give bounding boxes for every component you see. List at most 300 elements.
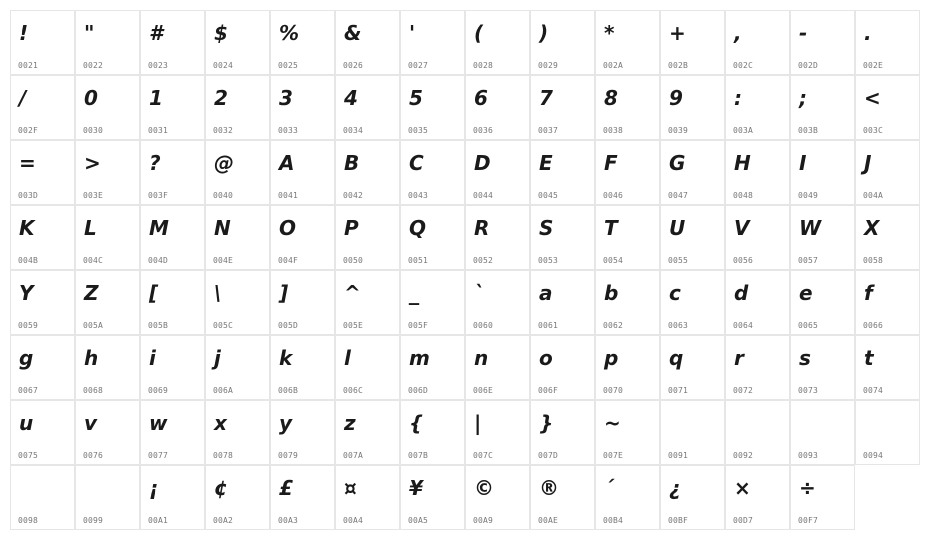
glyph-code: 00A5: [408, 516, 429, 525]
glyph-code: 0075: [18, 451, 39, 460]
glyph-char: V: [734, 216, 750, 240]
glyph-char: [: [149, 281, 159, 305]
glyph-cell: [790, 335, 855, 400]
glyph-code: 006E: [473, 386, 494, 395]
glyph-char: G: [669, 151, 686, 175]
glyph-cell: [140, 270, 205, 335]
glyph-cell: [790, 140, 855, 205]
glyph-code: 00A2: [213, 516, 234, 525]
glyph-char: Z: [84, 281, 99, 305]
glyph-code: 0054: [603, 256, 624, 265]
glyph-cell: [270, 335, 335, 400]
glyph-cell: [725, 270, 790, 335]
glyph-code: 0055: [668, 256, 689, 265]
glyph-code: 0028: [473, 61, 494, 70]
glyph-char: D: [474, 151, 491, 175]
glyph-cell: [855, 335, 920, 400]
glyph-cell: [10, 75, 75, 140]
glyph-cell: [270, 75, 335, 140]
glyph-cell: [400, 205, 465, 270]
glyph-char: Q: [409, 216, 427, 240]
glyph-char: k: [279, 346, 293, 370]
glyph-char: (: [474, 21, 484, 45]
glyph-code: 0073: [798, 386, 819, 395]
glyph-char: c: [669, 281, 681, 305]
glyph-char: M: [149, 216, 169, 240]
glyph-char: w: [149, 411, 168, 435]
glyph-code: 00AE: [538, 516, 559, 525]
glyph-code: 0052: [473, 256, 494, 265]
glyph-cell: [75, 400, 140, 465]
glyph-code: 0034: [343, 126, 364, 135]
glyph-cell: [855, 205, 920, 270]
glyph-char: -: [799, 21, 808, 45]
glyph-cell: [205, 140, 270, 205]
glyph-code: 0048: [733, 191, 754, 200]
glyph-code: 00A9: [473, 516, 494, 525]
glyph-cell: [790, 10, 855, 75]
glyph-char: O: [279, 216, 297, 240]
glyph-char: ': [409, 21, 416, 45]
glyph-char: =: [19, 151, 36, 175]
glyph-char: ©: [474, 476, 494, 500]
glyph-code: 0072: [733, 386, 754, 395]
glyph-cell: [335, 140, 400, 205]
glyph-cell: [465, 140, 530, 205]
glyph-char: H: [734, 151, 751, 175]
glyph-code: 0035: [408, 126, 429, 135]
glyph-code: 0053: [538, 256, 559, 265]
glyph-cell: [205, 465, 270, 530]
glyph-cell: [140, 140, 205, 205]
glyph-code: 006F: [538, 386, 559, 395]
glyph-char: ;: [799, 86, 807, 110]
glyph-code: 004F: [278, 256, 299, 265]
glyph-char: I: [799, 151, 807, 175]
glyph-code: 00A3: [278, 516, 299, 525]
glyph-cell: [465, 335, 530, 400]
glyph-code: 0045: [538, 191, 559, 200]
glyph-char: 9: [669, 86, 683, 110]
glyph-char: p: [604, 346, 619, 370]
glyph-cell: [10, 335, 75, 400]
glyph-cell: [725, 400, 790, 465]
glyph-char: ?: [149, 151, 161, 175]
glyph-char: ×: [734, 476, 751, 500]
glyph-char: |: [474, 411, 482, 435]
glyph-code: 007D: [538, 451, 559, 460]
glyph-code: 00A1: [148, 516, 169, 525]
glyph-cell: [660, 400, 725, 465]
glyph-code: 0026: [343, 61, 364, 70]
glyph-code: 005C: [213, 321, 234, 330]
glyph-cell: [530, 75, 595, 140]
glyph-cell: [400, 400, 465, 465]
glyph-code: 004C: [83, 256, 104, 265]
glyph-code: 0078: [213, 451, 234, 460]
glyph-cell: [790, 270, 855, 335]
glyph-char: K: [19, 216, 35, 240]
glyph-code: 0092: [733, 451, 754, 460]
glyph-char: 5: [409, 86, 423, 110]
glyph-cell: [400, 465, 465, 530]
glyph-code: 006A: [213, 386, 234, 395]
glyph-cell: [660, 465, 725, 530]
glyph-char: `: [474, 281, 484, 305]
glyph-code: 007A: [343, 451, 364, 460]
glyph-char: g: [19, 346, 34, 370]
glyph-code: 0091: [668, 451, 689, 460]
glyph-cell: [400, 270, 465, 335]
glyph-code: 0044: [473, 191, 494, 200]
glyph-char: d: [734, 281, 749, 305]
glyph-char: *: [604, 21, 615, 45]
glyph-cell: [75, 335, 140, 400]
glyph-code: 0094: [863, 451, 884, 460]
glyph-cell: [465, 400, 530, 465]
glyph-cell: [335, 205, 400, 270]
glyph-code: 0024: [213, 61, 234, 70]
glyph-code: 005F: [408, 321, 429, 330]
glyph-cell: [140, 335, 205, 400]
glyph-code: 0062: [603, 321, 624, 330]
glyph-cell: [595, 270, 660, 335]
glyph-code: 003B: [798, 126, 819, 135]
glyph-char: s: [799, 346, 811, 370]
glyph-cell: [530, 465, 595, 530]
glyph-code: 0058: [863, 256, 884, 265]
glyph-code: 0059: [18, 321, 39, 330]
glyph-code: 002C: [733, 61, 754, 70]
glyph-code: 00F7: [798, 516, 819, 525]
glyph-code: 0077: [148, 451, 169, 460]
glyph-char: ¡: [149, 476, 159, 500]
glyph-code: 0027: [408, 61, 429, 70]
glyph-code: 0079: [278, 451, 299, 460]
glyph-code: 0033: [278, 126, 299, 135]
glyph-char: 8: [604, 86, 618, 110]
glyph-code: 005D: [278, 321, 299, 330]
glyph-char: ": [84, 21, 95, 45]
glyph-cell: [335, 465, 400, 530]
glyph-cell: [725, 10, 790, 75]
glyph-cell: [270, 10, 335, 75]
glyph-code: 0021: [18, 61, 39, 70]
glyph-cell: [790, 205, 855, 270]
glyph-cell: [205, 335, 270, 400]
glyph-char: #: [149, 21, 163, 45]
glyph-cell: [530, 400, 595, 465]
glyph-char: !: [19, 21, 29, 45]
glyph-cell: [400, 335, 465, 400]
glyph-code: 006C: [343, 386, 364, 395]
glyph-code: 002D: [798, 61, 819, 70]
glyph-cell: [530, 10, 595, 75]
glyph-cell: [465, 465, 530, 530]
glyph-cell: [10, 205, 75, 270]
glyph-char: l: [344, 346, 351, 370]
glyph-char: ÷: [799, 476, 816, 500]
glyph-code: 0098: [18, 516, 39, 525]
glyph-char: B: [344, 151, 360, 175]
glyph-cell: [465, 10, 530, 75]
glyph-cell: [530, 270, 595, 335]
glyph-char: Y: [19, 281, 34, 305]
glyph-cell: [10, 140, 75, 205]
glyph-code: 003C: [863, 126, 884, 135]
glyph-code: 0039: [668, 126, 689, 135]
glyph-cell: [595, 75, 660, 140]
glyph-code: 0051: [408, 256, 429, 265]
glyph-char: ~: [604, 411, 621, 435]
glyph-cell: [140, 10, 205, 75]
glyph-cell: [595, 400, 660, 465]
glyph-code: 003E: [83, 191, 104, 200]
glyph-cell: [270, 400, 335, 465]
glyph-char: F: [604, 151, 618, 175]
glyph-char: ¿: [669, 476, 681, 500]
glyph-cell: [595, 10, 660, 75]
glyph-cell: [790, 465, 855, 530]
glyph-code: 0046: [603, 191, 624, 200]
glyph-code: 0047: [668, 191, 689, 200]
glyph-cell: [75, 10, 140, 75]
glyph-code: 007C: [473, 451, 494, 460]
glyph-code: 0093: [798, 451, 819, 460]
glyph-char: ´: [604, 476, 614, 500]
glyph-cell: [855, 400, 920, 465]
glyph-cell: [790, 75, 855, 140]
glyph-code: 0050: [343, 256, 364, 265]
glyph-char: v: [84, 411, 98, 435]
glyph-char: e: [799, 281, 813, 305]
glyph-cell: [10, 400, 75, 465]
glyph-cell: [140, 465, 205, 530]
glyph-char: }: [539, 411, 554, 435]
glyph-char: o: [539, 346, 553, 370]
glyph-cell: [465, 270, 530, 335]
glyph-char: J: [864, 151, 872, 175]
glyph-code: 002E: [863, 61, 884, 70]
glyph-code: 0061: [538, 321, 559, 330]
glyph-char: a: [539, 281, 553, 305]
glyph-code: 0071: [668, 386, 689, 395]
glyph-code: 0066: [863, 321, 884, 330]
glyph-cell: [75, 270, 140, 335]
glyph-code: 005E: [343, 321, 364, 330]
glyph-char: /: [19, 86, 27, 110]
glyph-cell: [465, 205, 530, 270]
glyph-cell: [335, 400, 400, 465]
glyph-code: 0049: [798, 191, 819, 200]
glyph-char: C: [409, 151, 424, 175]
glyph-char: ): [539, 21, 549, 45]
glyph-code: 0037: [538, 126, 559, 135]
glyph-char: %: [279, 21, 300, 45]
glyph-char: 2: [214, 86, 228, 110]
glyph-code: 0063: [668, 321, 689, 330]
glyph-char: £: [279, 476, 293, 500]
glyph-char: A: [279, 151, 295, 175]
glyph-char: ®: [539, 476, 559, 500]
glyph-char: 1: [149, 86, 163, 110]
glyph-cell: [660, 205, 725, 270]
glyph-char: >: [84, 151, 101, 175]
glyph-cell: [400, 140, 465, 205]
glyph-code: 0074: [863, 386, 884, 395]
glyph-code: 0029: [538, 61, 559, 70]
glyph-cell: [205, 10, 270, 75]
glyph-char: u: [19, 411, 34, 435]
glyph-char: ¥: [409, 476, 423, 500]
glyph-code: 0032: [213, 126, 234, 135]
glyph-code: 002A: [603, 61, 624, 70]
glyph-cell: [660, 270, 725, 335]
glyph-code: 0057: [798, 256, 819, 265]
glyph-code: 007B: [408, 451, 429, 460]
glyph-code: 0030: [83, 126, 104, 135]
glyph-cell: [855, 140, 920, 205]
glyph-char: n: [474, 346, 489, 370]
glyph-cell: [595, 205, 660, 270]
glyph-code: 0042: [343, 191, 364, 200]
glyph-char: j: [214, 346, 221, 370]
glyph-cell: [400, 10, 465, 75]
glyph-code: 0023: [148, 61, 169, 70]
glyph-cell: [10, 270, 75, 335]
glyph-cell: [660, 75, 725, 140]
glyph-cell: [205, 270, 270, 335]
glyph-cell: [140, 400, 205, 465]
glyph-char: ]: [279, 281, 289, 305]
glyph-char: W: [799, 216, 822, 240]
glyph-cell: [725, 140, 790, 205]
glyph-char: 0: [84, 86, 98, 110]
glyph-char: ¢: [214, 476, 228, 500]
glyph-code: 003A: [733, 126, 754, 135]
glyph-cell: [465, 75, 530, 140]
glyph-char: ^: [344, 281, 361, 305]
glyph-code: 007E: [603, 451, 624, 460]
glyph-char: z: [344, 411, 356, 435]
glyph-char: +: [669, 21, 686, 45]
glyph-code: 0064: [733, 321, 754, 330]
glyph-code: 0099: [83, 516, 104, 525]
glyph-code: 00A4: [343, 516, 364, 525]
glyph-char: b: [604, 281, 619, 305]
glyph-cell: [205, 75, 270, 140]
glyph-char: 7: [539, 86, 553, 110]
glyph-code: 0025: [278, 61, 299, 70]
glyph-code: 005A: [83, 321, 104, 330]
glyph-char: m: [409, 346, 430, 370]
glyph-char: x: [214, 411, 227, 435]
glyph-cell: [205, 205, 270, 270]
glyph-cell: [725, 335, 790, 400]
glyph-code: 006B: [278, 386, 299, 395]
glyph-cell: [530, 205, 595, 270]
glyph-code: 0065: [798, 321, 819, 330]
glyph-code: 0036: [473, 126, 494, 135]
glyph-code: 0038: [603, 126, 624, 135]
glyph-code: 0069: [148, 386, 169, 395]
glyph-char: t: [864, 346, 874, 370]
glyph-code: 0068: [83, 386, 104, 395]
glyph-cell: [595, 465, 660, 530]
glyph-char: $: [214, 21, 228, 45]
glyph-code: 0040: [213, 191, 234, 200]
glyph-char: _: [409, 281, 419, 305]
glyph-cell: [660, 10, 725, 75]
glyph-cell: [530, 335, 595, 400]
glyph-code: 0070: [603, 386, 624, 395]
glyph-char: X: [864, 216, 880, 240]
glyph-code: 0022: [83, 61, 104, 70]
glyph-cell: [400, 75, 465, 140]
glyph-char: ,: [734, 21, 742, 45]
glyph-code: 003D: [18, 191, 39, 200]
glyph-code: 0056: [733, 256, 754, 265]
glyph-code: 00D7: [733, 516, 754, 525]
glyph-char: 3: [279, 86, 293, 110]
glyph-char: &: [344, 21, 362, 45]
glyph-code: 004A: [863, 191, 884, 200]
glyph-char: 6: [474, 86, 488, 110]
glyph-cell: [855, 10, 920, 75]
glyph-code: 003F: [148, 191, 169, 200]
glyph-cell: [205, 400, 270, 465]
glyph-code: 006D: [408, 386, 429, 395]
glyph-cell: [335, 335, 400, 400]
glyph-cell: [270, 465, 335, 530]
glyph-char: :: [734, 86, 742, 110]
glyph-char: S: [539, 216, 554, 240]
glyph-cell: [855, 270, 920, 335]
glyph-code: 004D: [148, 256, 169, 265]
glyph-char: f: [864, 281, 873, 305]
glyph-char: .: [864, 21, 872, 45]
glyph-char: ¤: [344, 476, 357, 500]
glyph-char: @: [214, 151, 234, 175]
glyph-char: q: [669, 346, 684, 370]
glyph-char: i: [149, 346, 156, 370]
glyph-cell: [790, 400, 855, 465]
glyph-code: 0041: [278, 191, 299, 200]
glyph-char: <: [864, 86, 881, 110]
glyph-cell: [595, 140, 660, 205]
glyph-cell: [10, 10, 75, 75]
glyph-code: 0067: [18, 386, 39, 395]
glyph-code: 004B: [18, 256, 39, 265]
glyph-char: E: [539, 151, 553, 175]
glyph-cell: [75, 205, 140, 270]
glyph-code: 004E: [213, 256, 234, 265]
glyph-char: 4: [344, 86, 358, 110]
glyph-cell: [75, 140, 140, 205]
glyph-cell: [10, 465, 75, 530]
glyph-cell: [140, 75, 205, 140]
glyph-char: r: [734, 346, 744, 370]
glyph-cell: [270, 140, 335, 205]
glyph-char: h: [84, 346, 99, 370]
glyph-cell: [595, 335, 660, 400]
glyph-cell: [335, 10, 400, 75]
glyph-cell: [335, 270, 400, 335]
glyph-char: N: [214, 216, 231, 240]
glyph-char: y: [279, 411, 293, 435]
glyph-cell: [725, 465, 790, 530]
glyph-cell: [725, 75, 790, 140]
